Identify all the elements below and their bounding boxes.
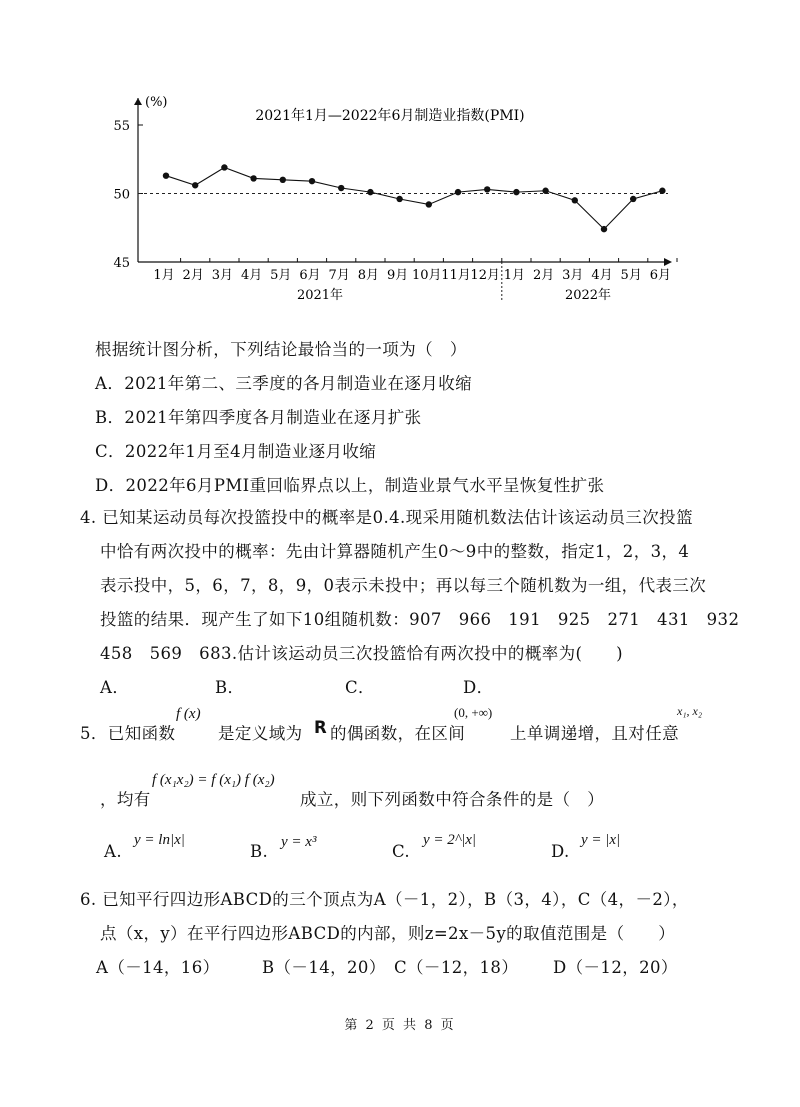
pmi-point [396,196,402,202]
x-tick-label: 10月 [412,268,442,283]
x-tick-label: 11月 [441,268,471,283]
q5-R: R [314,718,328,737]
pmi-point [542,188,548,194]
x-tick-label: 4月 [591,268,613,283]
q5-number: 5．已知函数 [80,724,176,743]
q5-option-c-formula: y = 2^|x| [423,832,477,848]
q3-stem: 根据统计图分析，下列结论最恰当的一项为（ ） [95,340,467,359]
q5-option-a-label: A. [104,842,122,861]
pmi-point [630,196,636,202]
pmi-point [163,172,169,178]
x-axis-arrow [664,258,672,266]
chart-title: 2021年1月—2022年6月制造业指数(PMI) [255,108,525,124]
q4-option-a: A． [100,678,130,697]
q5-text-3: 上单调递增，且对任意 [510,724,679,743]
q4-line-5: 458 569 683.估计该运动员三次投篮恰有两次投中的概率为( ) [100,644,623,663]
x-tick-label: 1月 [503,268,526,283]
year-label-2021: 2021年 [296,288,344,303]
pmi-series [163,164,666,232]
x-tick-label: 1月 [153,268,175,283]
x-tick-label: 5月 [620,268,642,283]
q6-option-d: D（－12，20） [553,958,678,977]
pmi-point [309,178,315,184]
q4-line-1: 4. 已知某运动员每次投篮投中的概率是0.4.现采用随机数法估计该运动员三次投篮 [80,508,693,527]
q5-option-d-label: D. [551,842,570,861]
y-axis-arrow [134,98,142,105]
pmi-point [192,182,198,188]
q5-text-2: 的偶函数，在区间 [330,724,466,743]
x-tick-label: 4月 [240,268,263,283]
pmi-point [426,201,432,207]
pmi-point [572,197,578,203]
q6-line-2: 点（x，y）在平行四边形ABCD的内部，则z=2x－5y的取值范围是（ ） [100,924,676,943]
q6-option-c: C（－12，18） [394,958,519,977]
q5-option-b-label: B. [250,842,269,861]
y-tick-label: 55 [113,119,130,134]
y-axis-unit-label: (%) [145,95,168,110]
q5-text-1: 是定义域为 [218,724,303,743]
x-tick-label: 5月 [270,268,292,283]
page-footer: 第 2 页 共 8 页 [344,1018,456,1033]
q3-option-d: D．2022年6月PMI重回临界点以上，制造业景气水平呈恢复性扩张 [95,476,605,495]
q4-option-d: D． [463,678,494,697]
year-label-2022: 2022年 [564,288,612,303]
pmi-point [221,164,227,170]
q5-option-d-formula: y = |x| [581,832,621,848]
x-tick-label: 6月 [299,268,321,283]
q6-option-b: B（－14，20） [262,958,386,977]
q5-interval: (0, +∞) [454,705,493,720]
q4-line-4: 投篮的结果．现产生了如下10组随机数：907 966 191 925 271 431 932 [100,610,740,629]
q5-option-a-formula: y = ln|x| [134,832,185,848]
q5-x1x2: x₁, x₂ [677,704,702,718]
pmi-point [659,188,665,194]
q4-option-c: C． [345,678,375,697]
q5-equation: f (x₁x₂) = f (x₁) f (x₂) [152,772,275,788]
pmi-point [484,186,490,192]
q5-option-b-formula: y = x³ [281,834,317,850]
y-tick-label: 50 [113,187,130,203]
pmi-line [166,167,662,229]
pmi-point [513,189,519,195]
pmi-point [367,189,373,195]
q6-line-1: 6. 已知平行四边形ABCD的三个顶点为A（－1，2），B（3，4），C（4，－2）， [80,890,689,909]
y-tick-label: 45 [113,256,130,271]
q3-option-c: C．2022年1月至4月制造业逐月收缩 [95,442,377,461]
x-tick-label: 3月 [211,268,234,283]
q5-option-c-label: C. [392,842,411,861]
q5-lead: ，均有 [100,790,151,809]
pmi-point [338,185,344,191]
pmi-point [280,177,286,183]
q5-fx: f (x) [176,706,201,722]
q4-line-3: 表示投中，5，6，7，8，9，0表示未投中；再以每三个随机数为一组，代表三次 [100,576,707,595]
x-tick-label: 6月 [649,268,672,283]
q4-line-2: 中恰有两次投中的概率：先由计算器随机产生0～9中的整数，指定1，2，3，4 [100,542,690,561]
x-tick-label: 12月 [470,268,500,283]
q4-option-b: B． [215,678,245,697]
x-axis-labels [153,268,671,283]
x-tick-label: 7月 [328,268,350,283]
x-tick-label: 9月 [386,268,409,283]
pmi-point [250,175,256,181]
q3-option-b: B．2021年第四季度各月制造业在逐月扩张 [95,408,422,427]
pmi-point [601,226,607,232]
x-tick-label: 2月 [532,268,555,283]
q5-text-4: 成立，则下列函数中符合条件的是（ ） [300,790,605,809]
q3-option-a: A．2021年第二、三季度的各月制造业在逐月收缩 [95,374,473,393]
x-tick-label: 3月 [562,268,584,283]
x-tick-label: 8月 [357,268,380,283]
pmi-point [455,189,461,195]
x-tick-label: 2月 [182,268,204,283]
pmi-line-chart [0,0,800,320]
reference-line-50 [138,194,668,301]
q6-option-a: A（－14，16） [96,958,220,977]
